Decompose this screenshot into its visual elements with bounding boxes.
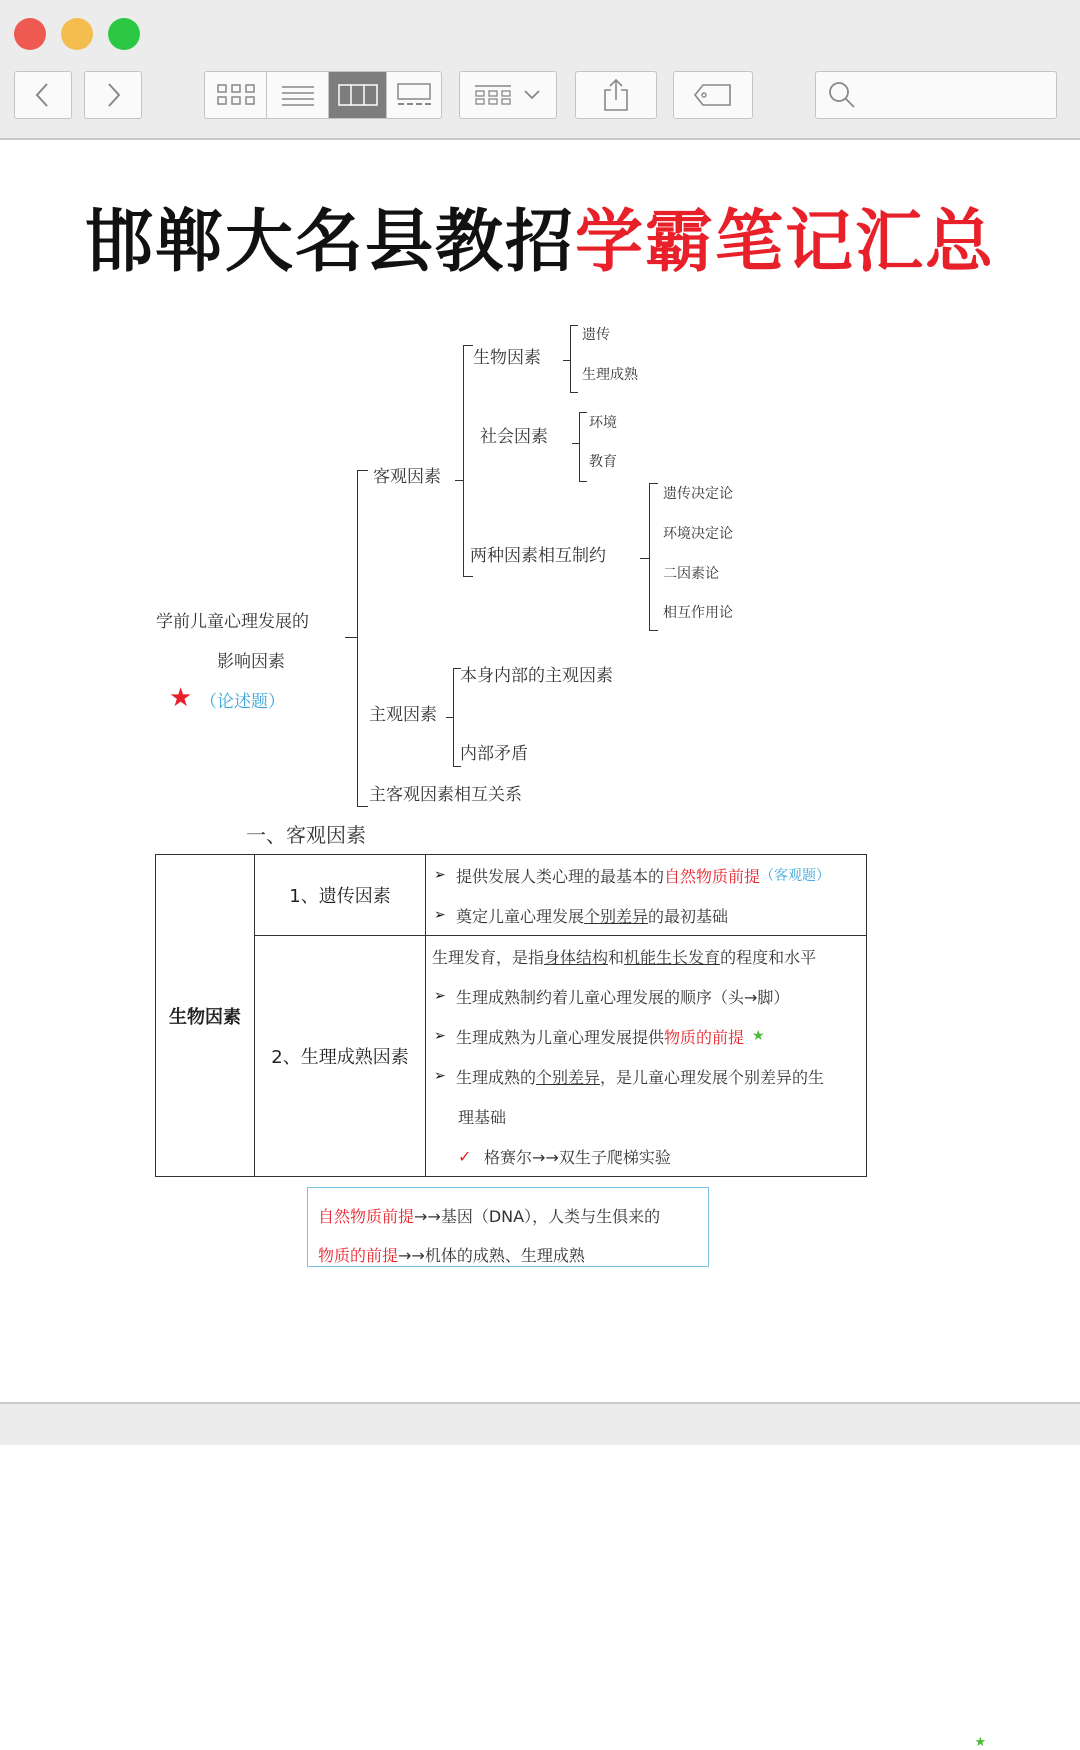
bio-bracket-tick [563, 360, 570, 361]
chevron-down-icon [521, 88, 543, 102]
mindmap-root-line2: 影响因素 [217, 652, 285, 672]
maturation-point-2 [426, 1016, 866, 1056]
maturation-def-a: 生理发育，是指 [432, 947, 545, 967]
note-line-2-highlight: 物质的前提 [318, 1246, 399, 1265]
section-heading: 一、客观因素 [246, 823, 366, 847]
education-leaf: 教育 [589, 454, 617, 470]
note-box [307, 1187, 709, 1267]
group-by-dropdown[interactable] [459, 71, 557, 119]
search-input[interactable] [864, 85, 1048, 105]
view-mode-segmented [204, 71, 442, 119]
search-icon [826, 79, 858, 111]
green-star-icon: ★ [974, 1734, 987, 1750]
category-label: 生物因素 [169, 1006, 241, 1028]
arrow-bullet-icon: ➢ [434, 867, 446, 883]
maturation-point-1-text: 生理成熟制约着儿童心理发展的顺序（头→脚） [456, 987, 790, 1007]
maturation-def-e: 的程度和水平 [720, 947, 817, 967]
mindmap-root-line1: 学前儿童心理发展的 [156, 612, 309, 632]
maturation-point-4 [426, 1136, 866, 1176]
interaction-bracket [649, 483, 658, 631]
arrow-bullet-icon: ➢ [434, 988, 446, 1004]
relation-label: 主客观因素相互关系 [369, 785, 522, 805]
maturation-cell [255, 936, 426, 1177]
main-bracket-tick [345, 637, 357, 638]
maturation-definition [426, 936, 866, 976]
back-button[interactable] [14, 71, 72, 119]
maturation-point-3-tail: ，是儿童心理发展个别差异的生 [600, 1067, 825, 1087]
social-bracket-tick [572, 443, 579, 444]
internal-subjective-leaf: 本身内部的主观因素 [460, 666, 613, 686]
window-toolbar [0, 0, 1080, 140]
note-line-1-highlight: 自然物质前提 [318, 1207, 415, 1226]
arrow-bullet-icon: ➢ [434, 1028, 446, 1044]
maturation-point-3 [426, 1056, 866, 1096]
forward-button[interactable] [84, 71, 142, 119]
chevron-left-icon [33, 81, 53, 109]
social-label: 社会因素 [480, 427, 548, 447]
note-line-2-text: →→机体的成熟、生理成熟 [398, 1246, 585, 1265]
close-window-button[interactable] [14, 18, 46, 50]
category-cell [156, 855, 255, 1177]
green-star-icon: ★ [752, 1028, 765, 1044]
interaction-label: 两种因素相互制约 [470, 546, 606, 566]
bio-label: 生物因素 [473, 348, 541, 368]
interaction-bracket-tick [640, 558, 649, 559]
icon-view-button[interactable] [205, 72, 267, 118]
heredity-point-2-tail: 的最初基础 [648, 906, 729, 926]
maturation-def-c: 和 [608, 947, 625, 967]
group-grid-icon [473, 83, 513, 107]
maturation-def-d: 机能生长发育 [624, 947, 721, 967]
environment-leaf: 环境 [589, 415, 617, 431]
tag-icon [693, 83, 733, 107]
title-red-part: 学霸笔记汇总 [575, 202, 996, 282]
page-title [0, 188, 1080, 285]
theory-leaf-1: 遗传决定论 [663, 486, 733, 502]
heredity-point-1-tag: （客观题） [760, 868, 831, 884]
note-line-1-text: →→基因（DNA），人类与生俱来的 [414, 1207, 661, 1226]
arrow-bullet-icon: ➢ [434, 907, 446, 923]
tag-button[interactable] [673, 71, 753, 119]
heredity-point-2 [426, 895, 866, 935]
share-icon [601, 78, 631, 112]
maturation-point-3-underline: 个别差异 [536, 1067, 601, 1087]
star-icon: ★ [169, 683, 193, 713]
maturation-point-2-text: 生理成熟为儿童心理发展提供 [456, 1027, 665, 1047]
internal-contradiction-leaf: 内部矛盾 [460, 744, 528, 764]
heredity-leaf: 遗传 [582, 327, 610, 343]
maturation-point-1 [426, 976, 866, 1016]
subjective-label: 主观因素 [369, 705, 437, 725]
maturation-point-3-cont [426, 1096, 866, 1136]
arrow-bullet-icon: ➢ [434, 1068, 446, 1084]
bio-bracket [570, 325, 578, 393]
list-icon [280, 84, 316, 106]
maturation-label: 2、生理成熟因素 [271, 1047, 409, 1068]
maturation-def-b: 身体结构 [544, 947, 609, 967]
maturation-point-3-cont-text: 理基础 [458, 1107, 507, 1127]
note-line-2 [318, 1243, 585, 1266]
maturation-point-3-text: 生理成熟的 [456, 1067, 537, 1087]
grid-icon [216, 83, 256, 107]
heredity-point-2-underline: 个别差异 [584, 906, 649, 926]
heredity-label: 1、遗传因素 [289, 886, 391, 907]
maturation-content-cell [426, 936, 867, 1177]
maturation-leaf: 生理成熟 [582, 367, 638, 383]
window-status-bar [0, 1402, 1080, 1445]
theory-leaf-3: 二因素论 [663, 566, 719, 582]
heredity-point-1-highlight: 自然物质前提 [664, 866, 761, 886]
columns-icon [338, 84, 378, 106]
minimize-window-button[interactable] [61, 18, 93, 50]
column-view-button[interactable] [329, 72, 387, 118]
heredity-point-2-text: 奠定儿童心理发展 [456, 906, 585, 926]
heredity-cell [255, 855, 426, 936]
zoom-window-button[interactable] [108, 18, 140, 50]
theory-leaf-2: 环境决定论 [663, 526, 733, 542]
chevron-right-icon [103, 81, 123, 109]
theory-leaf-4: 相互作用论 [663, 605, 733, 621]
mindmap-root-tag: （论述题） [200, 692, 285, 712]
social-bracket [579, 412, 587, 482]
heredity-point-1-text: 提供发展人类心理的最基本的 [456, 866, 665, 886]
note-line-1 [318, 1204, 660, 1227]
title-black-part: 邯郸大名县教招 [84, 202, 575, 282]
maturation-point-4-text: 格赛尔→→双生子爬梯实验 [484, 1147, 671, 1167]
gallery-icon [395, 83, 433, 107]
list-view-button[interactable] [267, 72, 329, 118]
objective-label: 客观因素 [373, 467, 441, 487]
share-button[interactable] [575, 71, 657, 119]
objective-bracket [463, 345, 473, 577]
subjective-bracket-tick [446, 717, 453, 718]
objective-bracket-tick [455, 480, 463, 481]
maturation-point-2-highlight: 物质的前提 [664, 1027, 745, 1047]
check-icon: ✓ [458, 1146, 472, 1166]
search-field[interactable] [815, 71, 1057, 119]
main-bracket [357, 470, 368, 807]
gallery-view-button[interactable] [387, 72, 441, 118]
